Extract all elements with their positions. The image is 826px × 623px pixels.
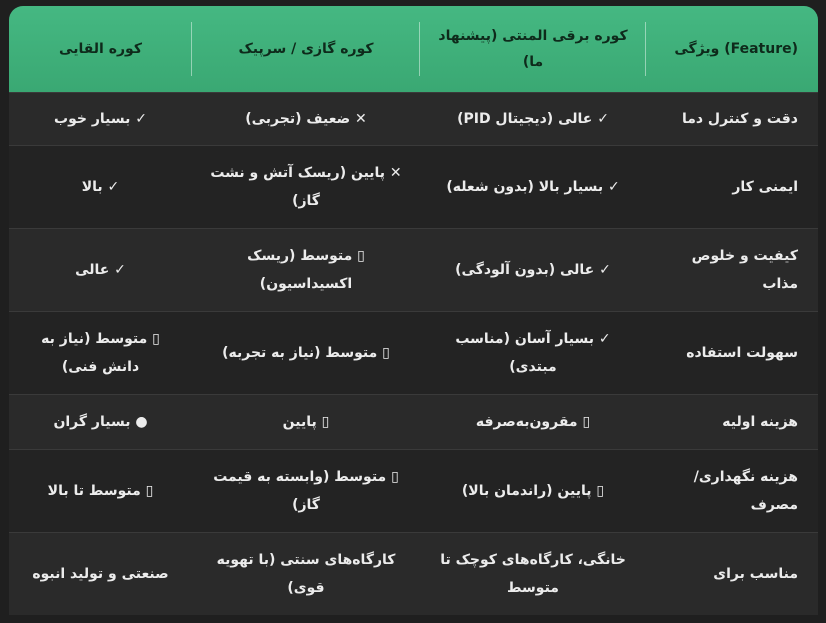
cell-electric: ✓ بسیار بالا (بدون شعله) <box>420 145 646 228</box>
cell-feature: دقت و کنترل دما <box>646 92 818 145</box>
cell-feature: ایمنی کار <box>646 145 818 228</box>
table-header <box>9 6 818 92</box>
cell-gas: کارگاه‌های سنتی (با تهویه قوی) <box>192 532 420 615</box>
header-feature: (Feature) ویژگی <box>646 6 818 92</box>
header-gas-furnace: کوره گازی / سرپیک <box>192 6 420 92</box>
cell-induction: ▯ متوسط تا بالا <box>9 449 192 532</box>
header-row <box>9 6 818 92</box>
cell-electric: ▯ مقرون‌به‌صرفه <box>420 394 646 449</box>
table-row <box>9 532 818 615</box>
cell-induction: ▯ متوسط (نیاز به دانش فنی) <box>9 311 192 394</box>
cell-gas: ✕ پایین (ریسک آتش و نشت گاز) <box>192 145 420 228</box>
table-body <box>9 92 818 615</box>
cell-gas: ▯ متوسط (نیاز به تجربه) <box>192 311 420 394</box>
cell-electric: ▯ پایین (راندمان بالا) <box>420 449 646 532</box>
comparison-table <box>9 6 818 615</box>
table-row <box>9 228 818 311</box>
table-row <box>9 394 818 449</box>
cell-electric: خانگی، کارگاه‌های کوچک تا متوسط <box>420 532 646 615</box>
table-row <box>9 311 818 394</box>
table-row <box>9 449 818 532</box>
cell-gas: ✕ ضعیف (تجربی) <box>192 92 420 145</box>
cell-gas: ▯ متوسط (ریسک اکسیداسیون) <box>192 228 420 311</box>
cell-induction: ✓ عالی <box>9 228 192 311</box>
header-induction-furnace: کوره القایی <box>9 6 192 92</box>
cell-electric: ✓ عالی (بدون آلودگی) <box>420 228 646 311</box>
cell-feature: هزینه نگهداری/ مصرف <box>646 449 818 532</box>
cell-induction: ● بسیار گران <box>9 394 192 449</box>
cell-induction: ✓ بسیار خوب <box>9 92 192 145</box>
table-row <box>9 145 818 228</box>
cell-induction: ✓ بالا <box>9 145 192 228</box>
table-row <box>9 92 818 145</box>
cell-feature: کیفیت و خلوص مذاب <box>646 228 818 311</box>
cell-feature: مناسب برای <box>646 532 818 615</box>
cell-electric: ✓ عالی (دیجیتال PID) <box>420 92 646 145</box>
cell-induction: صنعتی و تولید انبوه <box>9 532 192 615</box>
cell-feature: هزینه اولیه <box>646 394 818 449</box>
cell-gas: ▯ پایین <box>192 394 420 449</box>
cell-gas: ▯ متوسط (وابسته به قیمت گاز) <box>192 449 420 532</box>
cell-electric: ✓ بسیار آسان (مناسب مبتدی) <box>420 311 646 394</box>
cell-feature: سهولت استفاده <box>646 311 818 394</box>
header-electric-furnace: کوره برقی المنتی (پیشنهاد ما) <box>420 6 646 92</box>
